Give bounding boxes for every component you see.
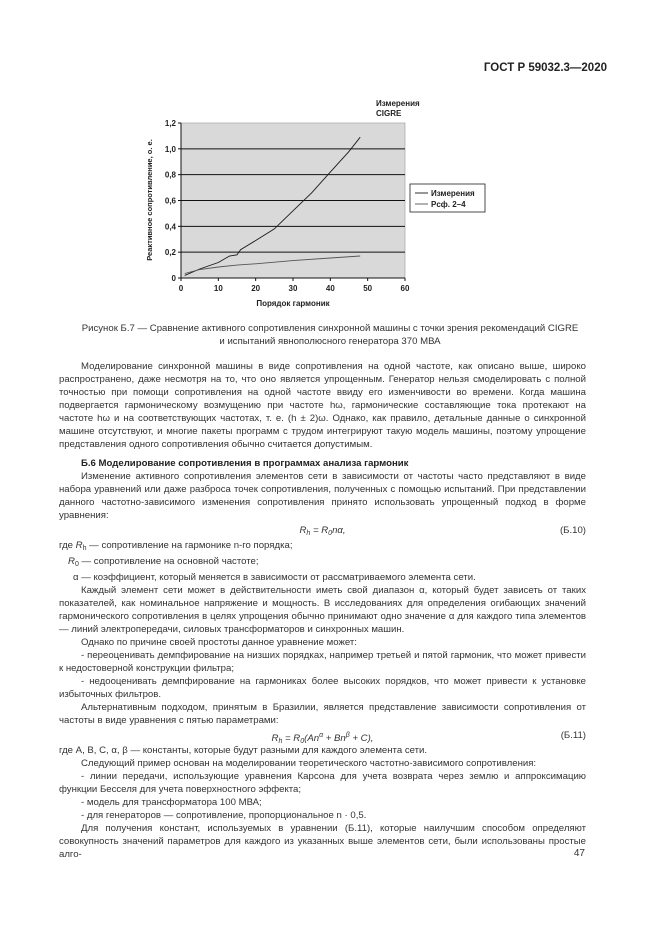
equation-number: (Б.10) [559, 525, 586, 536]
x-tick-label: 10 [213, 284, 223, 293]
legend-label-measurements: Измерения [431, 189, 475, 198]
caption-line-1: Рисунок Б.7 — Сравнение активного сопротивления синхронной машины с точки зрения рекомендаций CIGRE [81, 323, 579, 334]
definition: где $R_h$ — сопротивление на гармонике n-го порядка; [59, 540, 293, 552]
x-tick-label: 20 [251, 284, 261, 293]
equation-formula: $R_h = R_0(An^\alpha + Bn^\beta + C)$, [271, 732, 374, 745]
figure-caption [50, 322, 610, 348]
page-number: 47 [573, 848, 585, 859]
equation-b10 [59, 522, 586, 539]
x-tick-label: 40 [325, 284, 335, 293]
paragraph: Моделирование синхронной машины в виде сопротивления на одной частоте, как описано выше, широко распространено, даже несмотря на то, что оно является упрощенным. Генератор нельзя смоделировать с полной точностью при помощи сопротивления на одной частоте ввиду его изменчивости во времени. Когда машина подвергается гармоническому возмущению при частоте hω, гармонические составляющие тока протекают на частоте hω и на соответствующих частотах, т. е. (h ± 2)ω. Однако, как правило, детальные данные о синхронной машине отсутствуют, и многие пакеты программ с трудом интегрируют такую модель машины, поэтому упрощение представления одного сопротивления обычно считается допустимым. [59, 361, 586, 450]
paragraph: Альтернативным подходом, принятым в Бразилии, является представление зависимости сопротивления от частоты в виде уравнения с пятью параметрами: [59, 702, 586, 726]
x-tick-label: 0 [178, 284, 184, 293]
y-tick-label: 0,4 [164, 222, 176, 232]
y-tick-label: 0,2 [164, 248, 176, 258]
list-item: - переоценивать демпфирование на низших порядках, например третьей и пятой гармоник, что может привести к недостоверной конструкции фильтра; [59, 650, 586, 674]
paragraph: Однако по причине своей простоты данное уравнение может: [81, 637, 357, 648]
paragraph: Следующий пример основан на моделировании теоретического частотно-зависимого сопротивления: [81, 758, 537, 769]
y-tick-label: 0,6 [164, 196, 176, 206]
list-item: - для генераторов — сопротивление, пропорциональное n · 0,5. [81, 810, 367, 821]
x-axis-label: Порядок гармоник [256, 299, 330, 308]
definition: $R_0$ — сопротивление на основной частоте; [68, 556, 259, 568]
y-tick-label: 1,0 [164, 144, 176, 154]
equation-b11 [59, 727, 586, 744]
caption-line-2: и испытаний явнополюсного генератора 370 МВА [219, 336, 441, 347]
y-tick-label: 1,2 [164, 119, 176, 128]
legend-label-reference: Рсф. 2–4 [431, 200, 466, 209]
paragraph: Каждый элемент сети может в действительности иметь свой диапазон α, который будет зависеть от таких показателей, как номинальное напряжение и мощность. В исследованиях для определения огибающих значений гармонического сопротивления в целях упрощения обычно принимают одно значение α для каждого типа элементов — линий электропередачи, силовых трансформаторов и синхронных машин. [59, 585, 586, 635]
list-item: - линии передачи, использующие уравнения Карсона для учета возврата через землю и аппроксимацию функции Бесселя для учета поверхностного эффекта; [59, 771, 586, 795]
section-heading: Б.6 Моделирование сопротивления в программах анализа гармоник [81, 458, 409, 469]
equation-number: (Б.11) [560, 730, 586, 741]
document-body [59, 360, 586, 861]
chart-annotation: Измерения [376, 99, 420, 108]
definition: α — коэффициент, который меняется в зависимости от рассматриваемого элемента сети. [73, 572, 476, 583]
document-header-id: ГОСТ Р 59032.3—2020 [483, 62, 607, 74]
paragraph: Изменение активного сопротивления элементов сети в зависимости от частоты часто представляют в виде набора уравнений или даже разброса точек сопротивления, полученных с помощью испытаний. При представлении данного частотно-зависимого изменения сопротивления принято использовать упрощенный подход в форме уравнения: [59, 471, 586, 521]
chart-annotation: CIGRE [376, 109, 402, 118]
definition: где A, B, C, α, β — константы, которые будут разными для каждого элемента сети. [59, 745, 428, 756]
list-item: - модель для трансформатора 100 МВА; [81, 797, 262, 808]
x-tick-label: 30 [288, 284, 298, 293]
paragraph: Для получения констант, используемых в уравнении (Б.11), которые наилучшим способом определяют совокупность значений параметров для каждого из указанных выше элементов сети, были использованы простые алго- [59, 823, 586, 860]
equation-formula: $R_h = R_0n\alpha$, [299, 525, 346, 537]
y-tick-label: 0,8 [164, 170, 176, 180]
resistance-vs-harmonic-chart [0, 0, 661, 320]
x-tick-label: 50 [363, 284, 373, 293]
y-axis-label: Реактивное сопротивление, о. е. [145, 139, 154, 261]
y-tick-label: 0 [171, 274, 176, 283]
list-item: - недооценивать демпфирование на гармониках более высоких порядков, что может привести к установке избыточных фильтров. [59, 676, 586, 700]
chart-legend [410, 184, 485, 212]
x-tick-label: 60 [400, 284, 410, 293]
